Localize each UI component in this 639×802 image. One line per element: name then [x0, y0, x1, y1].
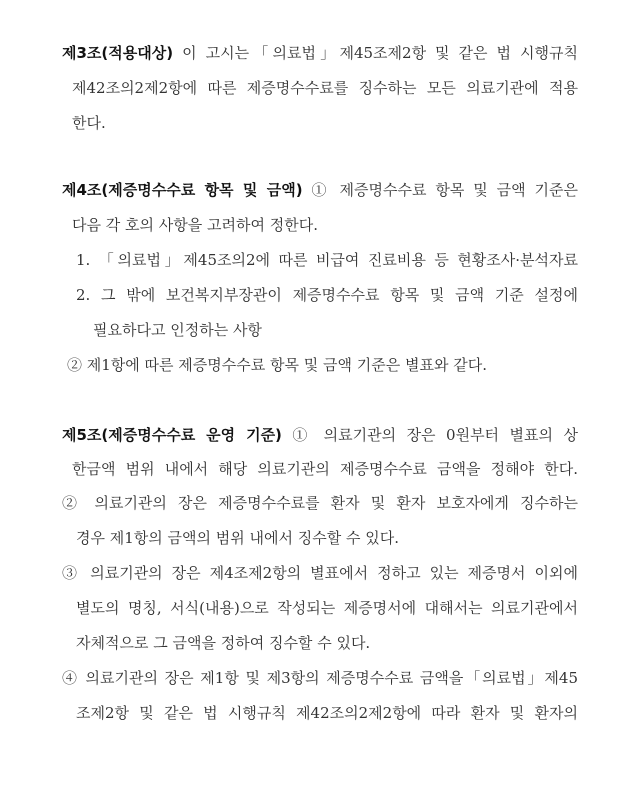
article-5-heading: 제5조(제증명수수료 운영 기준)	[62, 426, 282, 444]
article-5-paragraph-4: ④ 의료기관의 장은 제1항 및 제3항의 제증명수수료 금액을「의료법」제45	[62, 669, 578, 687]
article-5-paragraph-4-cont: 조제2항 및 같은 법 시행규칙 제42조의2제2항에 따라 환자 및 환자의	[76, 704, 578, 722]
article-5-paragraph-3: ③ 의료기관의 장은 제4조제2항의 별표에서 정하고 있는 제증명서 이외에	[62, 564, 578, 582]
article-5-paragraph-2: ② 의료기관의 장은 제증명수수료를 환자 및 환자 보호자에게 징수하는	[62, 494, 578, 512]
article-3-line-1	[62, 42, 578, 64]
article-4-line-2: 다음 각 호의 사항을 고려하여 정한다.	[72, 216, 318, 234]
article-3-heading: 제3조(적용대상)	[62, 44, 174, 62]
article-5-paragraph-3-cont-1: 별도의 명칭, 서식(내용)으로 작성되는 제증명서에 대해서는 의료기관에서	[76, 599, 578, 617]
article-5-paragraph-2-cont: 경우 제1항의 금액의 범위 내에서 징수할 수 있다.	[76, 529, 399, 547]
article-4-heading: 제4조(제증명수수료 항목 및 금액)	[62, 181, 303, 199]
article-3-line-3: 한다.	[72, 114, 106, 132]
article-3-text: 이 고시는「의료법」제45조제2항 및 같은 법 시행규칙	[173, 44, 578, 62]
article-4-item-2: 2. 그 밖에 보건복지부장관이 제증명수수료 항목 및 금액 기준 설정에	[76, 286, 578, 304]
article-5-line-2: 한금액 범위 내에서 해당 의료기관의 제증명수수료 금액을 정해야 한다.	[72, 460, 578, 478]
article-4-item-1: 1. 「의료법」제45조의2에 따른 비급여 진료비용 등 현황조사·분석자료	[76, 251, 578, 269]
article-5-paragraph-3-cont-2: 자체적으로 그 금액을 정하여 징수할 수 있다.	[76, 634, 371, 652]
article-4-text: ① 제증명수수료 항목 및 금액 기준은	[302, 181, 578, 199]
article-4-item-2-cont: 필요하다고 인정하는 사항	[93, 321, 262, 339]
article-4-line-1	[62, 179, 578, 201]
article-5-line-1	[62, 424, 578, 446]
article-4-paragraph-2: ② 제1항에 따른 제증명수수료 항목 및 금액 기준은 별표와 같다.	[67, 356, 487, 374]
article-5-text: ① 의료기관의 장은 0원부터 별표의 상	[281, 426, 578, 444]
article-3-line-2: 제42조의2제2항에 따른 제증명수수료를 징수하는 모든 의료기관에 적용	[72, 79, 578, 97]
